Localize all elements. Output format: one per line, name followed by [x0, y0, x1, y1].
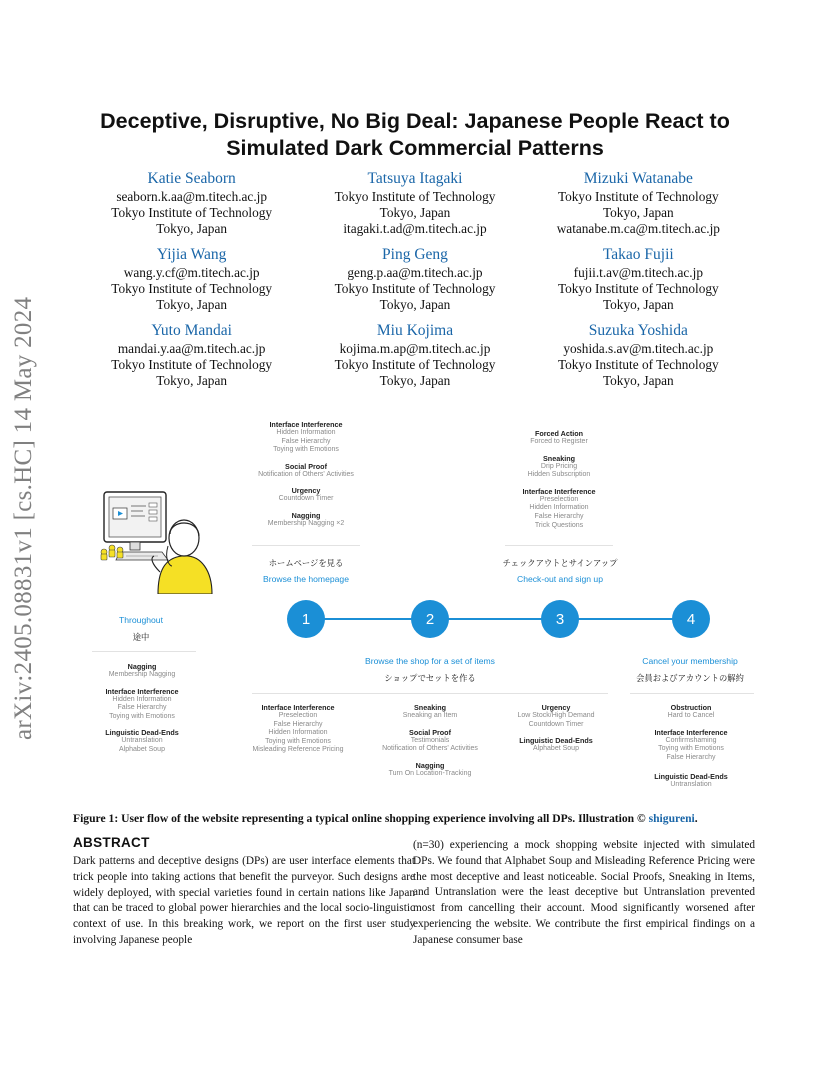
author-line: fujii.t.av@m.titech.ac.jp [573, 265, 703, 280]
dp-group-heading: Obstruction [670, 703, 712, 712]
dp-group-heading: Social Proof [285, 461, 327, 471]
author-line: seaborn.k.aa@m.titech.ac.jp [116, 189, 268, 204]
author-name: Katie Seaborn [147, 170, 236, 187]
dp-group-heading: Forced Action [534, 429, 584, 438]
dp-group-item: Low Stock/High Demand [517, 712, 595, 719]
step1-en-label: Browse the homepage [263, 574, 349, 584]
dp-group-heading: Sneaking [414, 703, 446, 712]
dp-group-item: Toying with Emotions [658, 745, 724, 753]
abstract-right-column: (n=30) experiencing a mock shopping website injected with simulated DPs. We found that Alphabet Soup and Misleading Reference Pricing were the most deceptive and least noticeable. Social Proofs, Sneaking in Items, and Untranslation were the least deceptive but Untranslation prevented most from cancelling their account. Mood significantly worsened after experiencing the website. We contribute the first empirical findings on a Japanese consumer base [413, 839, 755, 946]
dp-group-item: Forced to Register [530, 438, 588, 445]
step3-jp-label: チェックアウトとサインアップ [502, 558, 618, 568]
author-name: Yuto Mandai [151, 322, 232, 339]
author-card [80, 169, 303, 237]
step-circle-2 [411, 600, 449, 638]
author-line: Tokyo Institute of Technology [334, 281, 496, 296]
dp-group-item: Hard to Cancel [667, 712, 715, 719]
person-at-computer-illustration [98, 486, 216, 594]
dp-group-item: Notification of Others' Activities [258, 470, 354, 478]
step-number: 1 [301, 610, 311, 628]
author-card [80, 321, 303, 389]
author-line: Tokyo, Japan [602, 373, 674, 388]
author-card [527, 321, 750, 389]
dp-group-item: Untranslation [121, 737, 163, 745]
author-card [80, 245, 303, 313]
step-number: 2 [425, 610, 435, 628]
dp-groups-step1 [250, 420, 362, 529]
dp-group-item: Misleading Reference Pricing [252, 746, 344, 754]
author-line: watanabe.m.ca@m.titech.ac.jp [556, 221, 720, 236]
author-name: Takao Fujii [602, 246, 674, 263]
author-line: Tokyo, Japan [602, 297, 674, 312]
author-block [80, 169, 750, 389]
dp-group-item: Notification of Others' Activities [382, 745, 478, 753]
author-name: Mizuki Watanabe [583, 170, 693, 187]
step2-en-label: Browse the shop for a set of items [365, 656, 495, 666]
step-number: 3 [555, 610, 565, 628]
author-name: Yijia Wang [156, 246, 227, 263]
dp-group-heading: Interface Interference [261, 703, 335, 712]
dp-group-heading: Nagging [291, 510, 321, 520]
author-card [303, 245, 526, 313]
dp-group-item: Toying with Emotions [273, 446, 339, 454]
author-line: Tokyo Institute of Technology [111, 281, 273, 296]
author-line: Tokyo, Japan [602, 205, 674, 220]
dp-group-heading: Nagging [127, 662, 157, 671]
separator-line [92, 651, 196, 652]
dp-groups-throughout [88, 662, 196, 755]
author-name: Miu Kojima [376, 322, 454, 339]
author-line: Tokyo, Japan [379, 373, 451, 388]
dp-group-item: Turn On Location-Tracking [388, 769, 472, 777]
abstract-left-column: Dark patterns and deceptive designs (DPs) are user interface elements that trick people into taking actions that benefit the purveyor. Such designs are widely deployed, with special varieties found in certain nations like Japan that can be traced to global power hierarchies and the local socio-linguistic context of use. In this breaking work, we report on the first user study involving Japanese people [73, 855, 415, 946]
author-name: Suzuka Yoshida [588, 322, 688, 339]
dp-group-heading: Interface Interference [654, 727, 728, 737]
author-line: Tokyo, Japan [379, 205, 451, 220]
dp-groups-step3-bottom [500, 703, 612, 754]
dp-group-item: Membership Nagging ×2 [267, 519, 345, 527]
dp-group-item: Testimonials [410, 736, 450, 744]
author-line: geng.p.aa@m.titech.ac.jp [347, 265, 483, 280]
dp-group-item: Hidden Information [112, 695, 172, 703]
dp-group-item: Drip Pricing [540, 462, 578, 470]
author-line: Tokyo, Japan [156, 221, 228, 236]
step4-en-label: Cancel your membership [642, 656, 738, 666]
dp-group-item: Trick Questions [534, 521, 584, 529]
dp-group-item: False Hierarchy [117, 704, 167, 712]
caption-end: . [694, 812, 698, 825]
dp-group-heading: Interface Interference [522, 486, 596, 496]
throughout-jp-label: 途中 [132, 632, 150, 642]
separator-line [252, 693, 608, 694]
author-line: Tokyo, Japan [156, 373, 228, 388]
step2-jp-label: ショップでセットを作る [384, 673, 476, 683]
dp-group-item: Alphabet Soup [119, 745, 165, 753]
dp-group-item: Sneaking an Item [402, 712, 458, 719]
dp-groups-step2-left [242, 703, 354, 755]
author-name: Ping Geng [382, 246, 448, 263]
dp-group-item: Untranslation [670, 781, 712, 789]
step-circle-1 [287, 600, 325, 638]
dp-group-item: Confirmshaming [665, 736, 717, 744]
abstract-heading: ABSTRACT [73, 835, 150, 850]
paper-title [60, 108, 770, 162]
dp-group-item: Hidden Information [529, 504, 589, 512]
separator-line [505, 545, 613, 546]
author-line: Tokyo Institute of Technology [557, 357, 719, 372]
illustrator-credit-link[interactable]: shigureni [648, 812, 695, 825]
author-line: Tokyo Institute of Technology [334, 189, 496, 204]
dp-group-item: Membership Nagging [108, 671, 176, 678]
title-line-2: Simulated Dark Commercial Patterns [226, 136, 604, 160]
author-line: Tokyo Institute of Technology [557, 189, 719, 204]
author-line: Tokyo Institute of Technology [111, 205, 273, 220]
dp-group-item: False Hierarchy [281, 437, 331, 445]
dp-group-item: False Hierarchy [666, 753, 716, 761]
author-line: yoshida.s.av@m.titech.ac.jp [563, 341, 714, 356]
dp-group-heading: Interface Interference [269, 420, 343, 429]
dp-group-heading: Linguistic Dead-Ends [519, 736, 593, 746]
dp-groups-step4 [635, 703, 747, 790]
author-line: wang.y.cf@m.titech.ac.jp [123, 265, 260, 280]
author-name: Tatsuya Itagaki [367, 170, 463, 187]
title-line-1: Deceptive, Disruptive, No Big Deal: Japanese People React to [100, 109, 730, 133]
author-card [527, 245, 750, 313]
dp-group-item: Preselection [539, 495, 579, 503]
step-circle-4 [672, 600, 710, 638]
figure-caption [73, 812, 763, 825]
author-line: Tokyo, Japan [379, 297, 451, 312]
dp-group-heading: Nagging [415, 760, 445, 770]
dp-group-heading: Urgency [291, 486, 321, 496]
user-flow-figure [0, 412, 828, 812]
step1-jp-label: ホームページを見る [268, 558, 344, 568]
dp-group-heading: Linguistic Dead-Ends [654, 772, 728, 782]
throughout-en-label: Throughout [119, 615, 163, 625]
author-line: Tokyo Institute of Technology [557, 281, 719, 296]
dp-group-heading: Sneaking [543, 453, 575, 463]
dp-group-item: Alphabet Soup [533, 745, 579, 753]
dp-group-item: Hidden Subscription [527, 471, 591, 479]
separator-line [630, 693, 754, 694]
dp-group-item: Hidden Information [268, 729, 328, 737]
author-card [527, 169, 750, 237]
separator-line [252, 545, 360, 546]
dp-group-heading: Interface Interference [105, 686, 179, 696]
dp-group-item: False Hierarchy [273, 720, 323, 728]
step-circle-3 [541, 600, 579, 638]
step4-jp-label: 会員およびアカウントの解約 [636, 673, 744, 683]
author-line: Tokyo Institute of Technology [334, 357, 496, 372]
dp-group-item: Countdown Timer [528, 720, 584, 728]
dp-group-item: Toying with Emotions [109, 712, 175, 720]
caption-text: Figure 1: User flow of the website representing a typical online shopping experience involving all DPs. Illustration © [73, 812, 646, 825]
author-card [303, 321, 526, 389]
arxiv-stamp: arXiv:2405.08831v1 [cs.HC] 14 May 2024 [10, 296, 37, 740]
flow-connector-line [305, 618, 693, 620]
dp-groups-step2-right [370, 703, 490, 778]
author-line: Tokyo Institute of Technology [111, 357, 273, 372]
author-line: Tokyo, Japan [156, 297, 228, 312]
dp-group-item: Countdown Timer [278, 495, 334, 503]
author-line: mandai.y.aa@m.titech.ac.jp [117, 341, 266, 356]
dp-group-heading: Linguistic Dead-Ends [105, 728, 179, 738]
dp-group-item: Hidden Information [276, 429, 336, 436]
dp-group-item: False Hierarchy [534, 512, 584, 520]
author-card [303, 169, 526, 237]
dp-groups-step3 [503, 429, 615, 530]
step3-en-label: Check-out and sign up [517, 574, 603, 584]
step-number: 4 [686, 610, 696, 628]
dp-group-heading: Social Proof [409, 727, 451, 737]
author-line: kojima.m.ap@m.titech.ac.jp [339, 341, 491, 356]
author-line: itagaki.t.ad@m.titech.ac.jp [343, 221, 487, 236]
dp-group-heading: Urgency [541, 703, 571, 712]
dp-group-item: Preselection [278, 712, 318, 719]
dp-group-item: Toying with Emotions [265, 737, 331, 745]
